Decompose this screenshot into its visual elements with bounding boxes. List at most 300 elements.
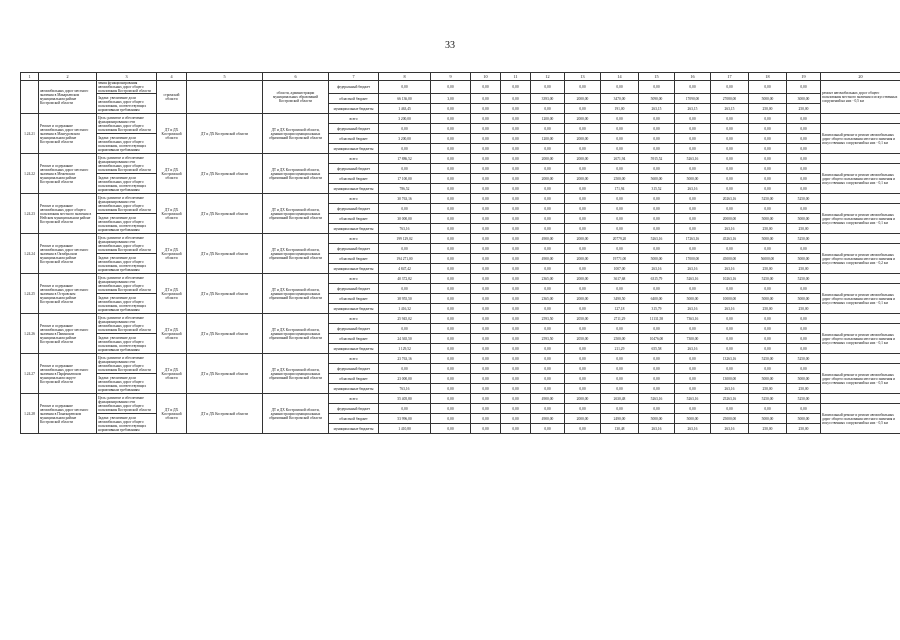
value-cell: 0,00: [471, 304, 501, 314]
result-cell: [821, 274, 900, 284]
value-cell: 0,00: [565, 184, 601, 194]
value-cell: 3393,00: [531, 94, 565, 104]
value-cell: 2365,00: [531, 294, 565, 304]
value-cell: 0,00: [787, 334, 821, 344]
value-cell: 5000,00: [787, 254, 821, 264]
value-cell: 0,00: [565, 164, 601, 174]
source-label-cell: муниципальные бюджеты: [329, 264, 379, 274]
source-label-cell: муниципальные бюджеты: [329, 424, 379, 434]
value-cell: 0,00: [639, 224, 675, 234]
value-cell: 2050,00: [565, 314, 601, 324]
task-cell: Задача: увеличение доли автомобильных дорог общего пользования, соответствующих нормативным требованиям: [97, 174, 157, 194]
value-cell: 2000,00: [565, 234, 601, 244]
value-cell: 2000,00: [565, 114, 601, 124]
source-label-cell: федеральный бюджет: [329, 324, 379, 334]
value-cell: 0,00: [565, 354, 601, 364]
value-cell: 1 129,52: [379, 344, 431, 354]
value-cell: 2000,00: [565, 394, 601, 404]
result-cell: [821, 194, 900, 204]
value-cell: 0,00: [431, 234, 471, 244]
value-cell: 0,00: [565, 264, 601, 274]
program-row: [21, 294, 900, 304]
responsible-cell: ДТ и ДХ Костромской области: [187, 314, 263, 354]
continuation-row: [21, 81, 900, 94]
value-cell: 263,15: [675, 104, 711, 114]
continuation-row: [21, 94, 900, 104]
value-cell: 0,00: [501, 284, 531, 294]
value-cell: 0,00: [531, 374, 565, 384]
value-cell: 5000,00: [675, 294, 711, 304]
value-cell: 2500,00: [601, 174, 639, 184]
value-cell: 0,00: [431, 334, 471, 344]
program-name-cell: Ремонт и содержание автомобильных дорог местного значения в Октябрьском муниципальном районе Костромской области: [39, 234, 97, 274]
value-cell: 0,00: [601, 144, 639, 154]
value-cell: 0,00: [501, 134, 531, 144]
value-cell: 250,00: [787, 264, 821, 274]
responsible-cell: ДТ и ДХ Костромской области: [187, 154, 263, 194]
task-cell: Задача: увеличение доли автомобильных дорог общего пользования, соответствующих нормативным требованиям: [97, 414, 157, 434]
value-cell: 0,00: [565, 81, 601, 94]
value-cell: 763,16: [379, 224, 431, 234]
value-cell: 250,00: [749, 424, 787, 434]
header-cell: 20: [821, 73, 900, 81]
value-cell: 0,00: [471, 124, 501, 134]
task-cell: Задача: увеличение доли автомобильных дорог общего пользования, соответствующих нормативным требованиям: [97, 334, 157, 354]
value-cell: 315,79: [639, 304, 675, 314]
value-cell: 0,00: [379, 144, 431, 154]
source-label-cell: всего: [329, 154, 379, 164]
value-cell: 0,00: [639, 244, 675, 254]
program-row: [21, 394, 900, 404]
value-cell: 5263,16: [675, 394, 711, 404]
value-cell: 0,00: [431, 184, 471, 194]
value-cell: 0,00: [675, 194, 711, 204]
value-cell: 0,00: [501, 124, 531, 134]
value-cell: 0,00: [531, 244, 565, 254]
value-cell: 0,00: [565, 224, 601, 234]
value-cell: 0,00: [565, 194, 601, 204]
value-cell: 10000,00: [711, 294, 749, 304]
value-cell: 0,00: [787, 164, 821, 174]
value-cell: 2000,00: [565, 414, 601, 424]
value-cell: 263,16: [639, 264, 675, 274]
value-cell: 0,00: [379, 124, 431, 134]
value-cell: 5000,00: [675, 174, 711, 184]
value-cell: 0,00: [471, 134, 501, 144]
value-cell: 0,00: [501, 344, 531, 354]
value-cell: 0,00: [431, 414, 471, 424]
value-cell: 250,00: [787, 304, 821, 314]
source-label-cell: областной бюджет: [329, 214, 379, 224]
value-cell: 0,00: [565, 204, 601, 214]
program-row: [21, 114, 900, 124]
value-cell: 0,00: [639, 284, 675, 294]
value-cell: 0,00: [471, 94, 501, 104]
value-cell: 0,00: [471, 114, 501, 124]
program-name-cell: автомобильных дорог местного значения в Макарьевском муниципальном районе Костромской области: [39, 81, 97, 114]
value-cell: 5250,00: [787, 194, 821, 204]
program-row: [21, 374, 900, 384]
value-cell: 0,00: [787, 404, 821, 414]
value-cell: 0,00: [675, 374, 711, 384]
value-cell: 0,00: [601, 214, 639, 224]
value-cell: 0,00: [471, 204, 501, 214]
source-label-cell: федеральный бюджет: [329, 284, 379, 294]
row-number-cell: 1.24.25: [21, 274, 39, 314]
value-cell: 0,00: [431, 164, 471, 174]
value-cell: 263,16: [711, 424, 749, 434]
value-cell: 66 136,00: [379, 94, 431, 104]
value-cell: 0,00: [601, 204, 639, 214]
value-cell: 0,00: [501, 354, 531, 364]
value-cell: 2500,00: [601, 334, 639, 344]
value-cell: 0,00: [531, 404, 565, 414]
value-cell: 0,00: [501, 224, 531, 234]
value-cell: 5000,00: [639, 414, 675, 424]
value-cell: 5000,00: [787, 294, 821, 304]
header-cell: 11: [501, 73, 531, 81]
program-row: [21, 334, 900, 344]
program-row: [21, 414, 900, 424]
executor-cell: ДТ и ДХ Костромской области: [157, 234, 187, 274]
value-cell: 0,00: [431, 364, 471, 374]
value-cell: 0,00: [471, 264, 501, 274]
value-cell: 0,00: [431, 124, 471, 134]
value-cell: 1 416,32: [379, 304, 431, 314]
header-cell: 7: [329, 73, 379, 81]
value-cell: 0,00: [471, 254, 501, 264]
value-cell: 13000,00: [711, 374, 749, 384]
value-cell: 0,00: [749, 184, 787, 194]
executor-cell: ДТ и ДХ Костромской области: [157, 394, 187, 434]
source-label-cell: всего: [329, 274, 379, 284]
value-cell: 0,00: [431, 314, 471, 324]
value-cell: 20263,16: [711, 194, 749, 204]
value-cell: 0,00: [431, 224, 471, 234]
value-cell: 0,00: [431, 394, 471, 404]
value-cell: 0,00: [501, 294, 531, 304]
value-cell: 0,00: [501, 244, 531, 254]
value-cell: 0,00: [431, 294, 471, 304]
source-label-cell: федеральный бюджет: [329, 164, 379, 174]
value-cell: 0,00: [471, 244, 501, 254]
source-label-cell: областной бюджет: [329, 334, 379, 344]
source-label-cell: муниципальные бюджеты: [329, 304, 379, 314]
value-cell: 0,00: [787, 344, 821, 354]
value-cell: 5250,00: [749, 394, 787, 404]
value-cell: 0,00: [639, 204, 675, 214]
value-cell: 10476,00: [639, 334, 675, 344]
value-cell: 0,00: [531, 354, 565, 364]
value-cell: 10263,16: [711, 274, 749, 284]
value-cell: 0,00: [711, 404, 749, 414]
value-cell: 17263,16: [675, 234, 711, 244]
value-cell: 0,00: [431, 194, 471, 204]
value-cell: 0,00: [501, 274, 531, 284]
value-cell: 0,00: [565, 364, 601, 374]
value-cell: 0,00: [471, 314, 501, 324]
value-cell: 45000,00: [711, 254, 749, 264]
value-cell: 53 996,00: [379, 414, 431, 424]
task-cell: Задача: увеличение доли автомобильных дорог общего пользования, соответствующих нормативным требованиям: [97, 94, 157, 114]
value-cell: 0,00: [471, 104, 501, 114]
result-cell: ремонт автомобильных дорог общего пользования местного значения и искусственных сооружений на них - 0,5 км: [821, 81, 900, 114]
value-cell: 171,94: [601, 184, 639, 194]
source-label-cell: федеральный бюджет: [329, 81, 379, 94]
value-cell: 0,00: [787, 134, 821, 144]
value-cell: 25000,00: [711, 414, 749, 424]
value-cell: 0,00: [471, 344, 501, 354]
value-cell: 0,00: [675, 114, 711, 124]
value-cell: 0,00: [675, 134, 711, 144]
value-cell: 0,00: [787, 314, 821, 324]
value-cell: 0,00: [471, 144, 501, 154]
value-cell: 0,00: [501, 264, 531, 274]
value-cell: 0,00: [501, 414, 531, 424]
value-cell: 1007,00: [601, 264, 639, 274]
value-cell: 0,00: [431, 374, 471, 384]
participants-cell: области, администрации муниципальных образований Костромской области: [263, 81, 329, 114]
value-cell: 0,00: [675, 214, 711, 224]
value-cell: 5000,00: [749, 294, 787, 304]
source-label-cell: всего: [329, 234, 379, 244]
value-cell: 0,00: [501, 374, 531, 384]
result-cell: Капитальный ремонт и ремонт автомобильных дорог общего пользования местного значения и искусственных сооружений на них - 0,1 км: [821, 124, 900, 154]
value-cell: 0,00: [431, 81, 471, 94]
value-cell: 0,00: [471, 364, 501, 374]
value-cell: 0,00: [431, 214, 471, 224]
value-cell: 0,00: [431, 304, 471, 314]
value-cell: 0,00: [501, 314, 531, 324]
program-row: [21, 254, 900, 264]
value-cell: 0,00: [639, 374, 675, 384]
participants-cell: ДТ и ДХ Костромской области, администрации муниципальных образований Костромской области: [263, 114, 329, 154]
value-cell: 19771,00: [601, 254, 639, 264]
value-cell: 2000,00: [531, 154, 565, 164]
value-cell: 0,00: [431, 204, 471, 214]
value-cell: 263,15: [639, 104, 675, 114]
responsible-cell: ДТ и ДХ Костромской области: [187, 354, 263, 394]
value-cell: 0,00: [787, 114, 821, 124]
value-cell: 56000,00: [749, 254, 787, 264]
program-name-cell: Ремонт и содержание автомобильных дорог местного значения в Павинском муниципальном районе Костромской области: [39, 314, 97, 354]
value-cell: 0,00: [601, 134, 639, 144]
program-name-cell: Ремонт и содержание автомобильных дорог местного значения в Межевском муниципальном районе Костромской области: [39, 154, 97, 194]
value-cell: 5000,00: [675, 414, 711, 424]
value-cell: 0,00: [501, 204, 531, 214]
value-cell: 0,00: [501, 94, 531, 104]
value-cell: 0,00: [675, 124, 711, 134]
value-cell: 0,00: [787, 154, 821, 164]
value-cell: 30 763,16: [379, 194, 431, 204]
value-cell: 0,00: [787, 124, 821, 134]
value-cell: 0,00: [639, 164, 675, 174]
header-cell: 16: [675, 73, 711, 81]
value-cell: 0,00: [379, 364, 431, 374]
value-cell: 0,00: [601, 384, 639, 394]
program-row: [21, 134, 900, 144]
value-cell: 0,00: [531, 81, 565, 94]
value-cell: 0,00: [711, 134, 749, 144]
value-cell: 17 886,52: [379, 154, 431, 164]
value-cell: 0,00: [639, 124, 675, 134]
value-cell: 0,00: [501, 214, 531, 224]
executor-cell: ДТ и ДХ Костромской области: [157, 314, 187, 354]
program-row: [21, 314, 900, 324]
value-cell: 250,00: [749, 384, 787, 394]
value-cell: 0,00: [601, 81, 639, 94]
header-cell: 3: [97, 73, 157, 81]
value-cell: 0,00: [431, 104, 471, 114]
value-cell: 0,00: [471, 164, 501, 174]
value-cell: 0,00: [565, 284, 601, 294]
source-label-cell: муниципальные бюджеты: [329, 144, 379, 154]
value-cell: 30 000,00: [379, 214, 431, 224]
responsible-cell: ДТ и ДХ Костромской области: [187, 194, 263, 234]
program-name-cell: Ремонт и содержание автомобильных дорог местного значения в Парфеньевском муниципальном округе Костромской области: [39, 354, 97, 394]
participants-cell: ДТ и ДХ Костромской области, администрации муниципальных образований Костромской области: [263, 194, 329, 234]
source-label-cell: муниципальные бюджеты: [329, 384, 379, 394]
value-cell: 0,00: [565, 214, 601, 224]
value-cell: 0,00: [749, 124, 787, 134]
header-cell: 2: [39, 73, 97, 81]
value-cell: 0,00: [639, 364, 675, 374]
row-number-cell: 1.24.26: [21, 314, 39, 354]
goal-cell: чения функционирования автомобильных дорог общего пользования Костромской области: [97, 81, 157, 94]
result-cell: Капитальный ремонт и ремонт автомобильных дорог общего пользования местного значения и искусственных сооружений на них - 0,5 км: [821, 404, 900, 434]
value-cell: 0,00: [749, 284, 787, 294]
value-cell: 25263,16: [711, 394, 749, 404]
executor-cell: ДТ и ДХ Костромской области: [157, 114, 187, 154]
row-number-cell: 1.24.21: [21, 114, 39, 154]
source-label-cell: федеральный бюджет: [329, 124, 379, 134]
value-cell: 0,00: [749, 144, 787, 154]
value-cell: 5000,00: [749, 214, 787, 224]
value-cell: 0,00: [501, 384, 531, 394]
value-cell: 127,18: [601, 304, 639, 314]
value-cell: 0,00: [471, 394, 501, 404]
value-cell: 0,00: [601, 354, 639, 364]
row-number-cell: 1.24.28: [21, 394, 39, 434]
value-cell: 0,00: [639, 384, 675, 394]
value-cell: 0,00: [501, 364, 531, 374]
value-cell: 250,00: [787, 384, 821, 394]
executor-cell: ДТ и ДХ Костромской области: [157, 354, 187, 394]
header-cell: 14: [601, 73, 639, 81]
value-cell: 0,00: [749, 404, 787, 414]
source-label-cell: федеральный бюджет: [329, 204, 379, 214]
value-cell: 0,00: [711, 344, 749, 354]
value-cell: 315,52: [639, 184, 675, 194]
value-cell: 0,00: [379, 404, 431, 414]
value-cell: 0,00: [711, 204, 749, 214]
value-cell: 0,00: [531, 184, 565, 194]
value-cell: 0,00: [501, 404, 531, 414]
result-cell: [821, 354, 900, 364]
value-cell: 0,00: [639, 144, 675, 154]
value-cell: 0,00: [749, 164, 787, 174]
value-cell: 7300,00: [675, 334, 711, 344]
value-cell: 0,00: [601, 124, 639, 134]
value-cell: 0,00: [639, 114, 675, 124]
value-cell: 0,00: [675, 324, 711, 334]
value-cell: 250,00: [787, 104, 821, 114]
value-cell: 0,00: [531, 304, 565, 314]
value-cell: 5263,16: [639, 234, 675, 244]
value-cell: 5090,00: [639, 94, 675, 104]
value-cell: 5250,00: [787, 274, 821, 284]
task-cell: Задача: увеличение доли автомобильных дорог общего пользования, соответствующих нормативным требованиям: [97, 294, 157, 314]
value-cell: 20779,20: [601, 234, 639, 244]
value-cell: 0,00: [531, 204, 565, 214]
value-cell: 2365,00: [531, 274, 565, 284]
value-cell: 0,00: [601, 114, 639, 124]
value-cell: 0,00: [471, 184, 501, 194]
budget-table: [20, 72, 900, 434]
value-cell: 17 100,00: [379, 174, 431, 184]
value-cell: 0,00: [531, 104, 565, 114]
value-cell: 17090,00: [675, 94, 711, 104]
value-cell: 0,00: [431, 264, 471, 274]
program-name-cell: Ремонт и содержание автомобильных дорог местного значения в Мантуровском муниципальном районе Костромской области: [39, 114, 97, 154]
source-label-cell: областной бюджет: [329, 94, 379, 104]
result-cell: Капитальный ремонт и ремонт автомобильных дорог общего пользования местного значения и искусственных сооружений на них - 0,2 км: [821, 244, 900, 274]
value-cell: 5250,00: [787, 394, 821, 404]
value-cell: 0,00: [471, 154, 501, 164]
value-cell: 3617,68: [601, 274, 639, 284]
value-cell: 0,00: [531, 284, 565, 294]
responsible-cell: ДТ и ДХ Костромской области: [187, 234, 263, 274]
value-cell: 263,16: [711, 304, 749, 314]
program-row: [21, 274, 900, 284]
value-cell: 0,00: [501, 154, 531, 164]
value-cell: 0,00: [749, 324, 787, 334]
value-cell: 5250,00: [749, 194, 787, 204]
value-cell: 3470,00: [601, 94, 639, 104]
source-label-cell: областной бюджет: [329, 294, 379, 304]
executor-cell: ДТ и ДХ Костромской области: [157, 154, 187, 194]
value-cell: 0,00: [501, 114, 531, 124]
value-cell: 2630,48: [601, 394, 639, 404]
value-cell: 0,00: [379, 244, 431, 254]
value-cell: 0,00: [787, 184, 821, 194]
source-label-cell: областной бюджет: [329, 134, 379, 144]
value-cell: 0,00: [639, 214, 675, 224]
value-cell: 0,00: [379, 204, 431, 214]
executor-cell: ДТ и ДХ Костромской области: [157, 194, 187, 234]
task-cell: Задача: увеличение доли автомобильных дорог общего пользования, соответствующих нормативным требованиям: [97, 254, 157, 274]
table-body: [21, 73, 900, 434]
value-cell: 1 410,80: [379, 424, 431, 434]
value-cell: 0,00: [711, 154, 749, 164]
value-cell: 0,00: [749, 154, 787, 164]
value-cell: 0,00: [431, 134, 471, 144]
value-cell: 0,00: [471, 374, 501, 384]
value-cell: 0,00: [601, 284, 639, 294]
value-cell: 211,29: [601, 344, 639, 354]
source-label-cell: областной бюджет: [329, 254, 379, 264]
value-cell: 0,00: [675, 384, 711, 394]
result-cell: Капитальный ремонт и ремонт автомобильных дорог общего пользования местного значения и искусственных сооружений на них - 0,1 км: [821, 164, 900, 194]
value-cell: 13263,16: [711, 354, 749, 364]
page-number: 33: [445, 40, 455, 51]
value-cell: 2711,29: [601, 314, 639, 324]
source-label-cell: областной бюджет: [329, 414, 379, 424]
value-cell: 0,00: [787, 204, 821, 214]
value-cell: 263,16: [711, 224, 749, 234]
value-cell: 0,00: [711, 184, 749, 194]
value-cell: 0,00: [471, 284, 501, 294]
